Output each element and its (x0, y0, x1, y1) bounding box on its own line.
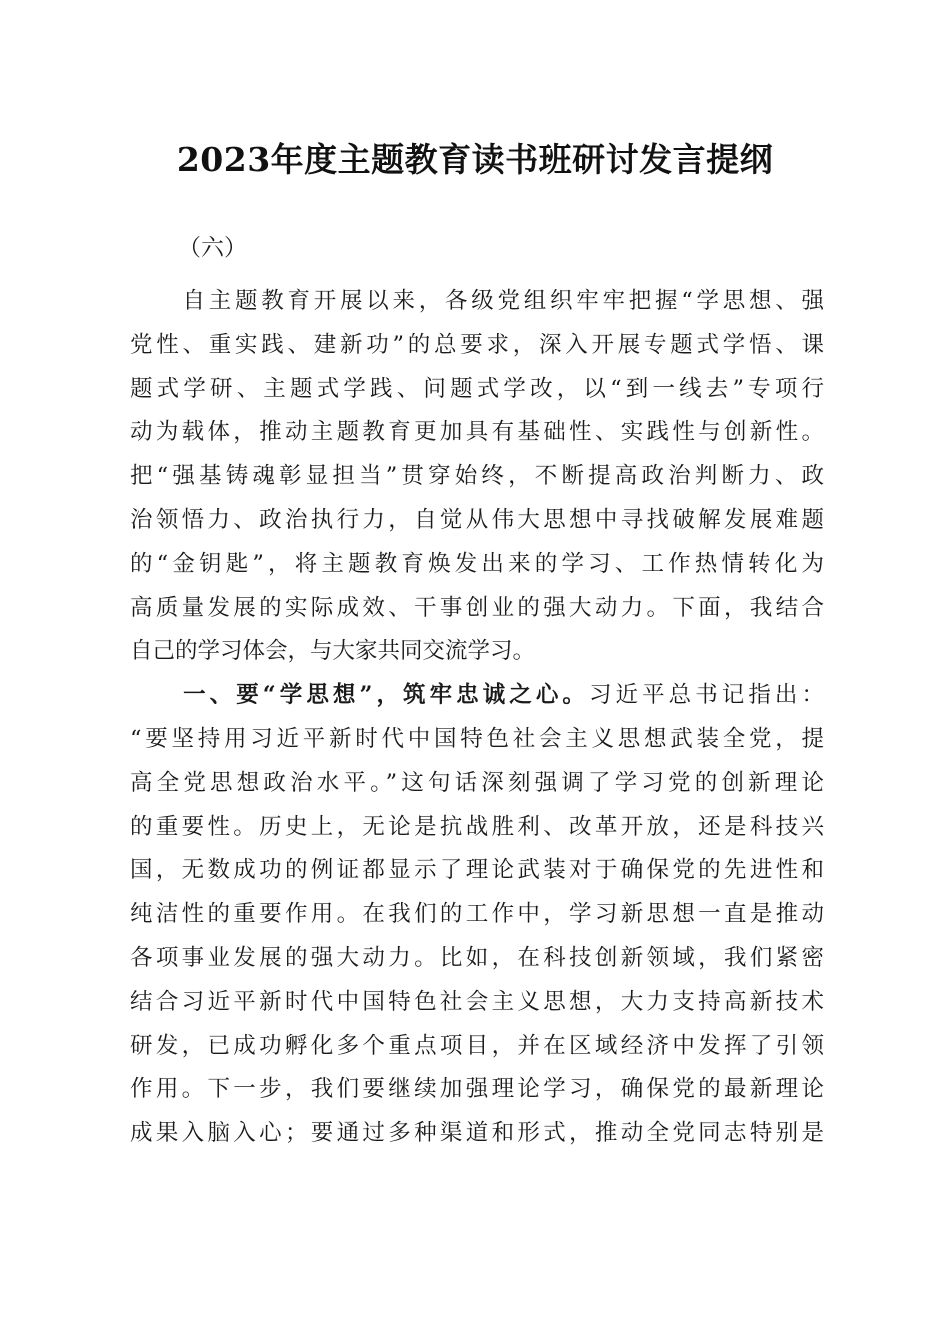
text-line (130, 368, 824, 412)
text-line (130, 762, 824, 806)
text-line (130, 893, 824, 937)
line-text: 自主题教育开展以来，各级党组织牢牢把握“学思想、强 (130, 288, 824, 314)
line-text: 作用。下一步，我们要继续加强理论学习，确保党的最新理论 (130, 1076, 824, 1103)
text-line (130, 630, 824, 674)
line-text: 把“强基铸魂彰显担当”贯穿始终，不断提高政治判断力、政 (130, 463, 824, 490)
line-text: 结合习近平新时代中国特色社会主义思想，大力支持高新技术 (130, 988, 824, 1015)
line-text: 成果入脑入心；要通过多种渠道和形式，推动全党同志特别是 (130, 1120, 824, 1147)
text-line (130, 718, 824, 762)
line-text: 的重要性。历史上，无论是抗战胜利、改革开放，还是科技兴 (130, 813, 824, 840)
line-text: 习近平总书记指出： (589, 682, 824, 709)
section-label: （六） (178, 235, 247, 261)
line-text: 高质量发展的实际成效、干事创业的强大动力。下面，我结合 (130, 594, 824, 621)
line-text: 纯洁性的重要作用。在我们的工作中，学习新思想一直是推动 (130, 901, 824, 928)
section-heading: 一、要“学思想”，筑牢忠诚之心。 (130, 682, 589, 709)
line-text: “要坚持用习近平新时代中国特色社会主义思想武装全党，提 (130, 725, 824, 752)
line-text: 的“金钥匙”，将主题教育焕发出来的学习、工作热情转化为 (130, 550, 824, 577)
text-line (130, 455, 824, 499)
text-line (130, 674, 824, 718)
text-line (130, 937, 824, 981)
line-text: 高全党思想政治水平。”这句话深刻强调了学习党的创新理论 (130, 769, 824, 796)
line-text: 动为载体，推动主题教育更加具有基础性、实践性与创新性。 (130, 419, 824, 446)
text-line (130, 280, 824, 324)
text-line (130, 1112, 824, 1156)
text-line (130, 543, 824, 587)
document-title: 2023年度主题教育读书班研讨发言提纲 (176, 140, 774, 179)
text-line (130, 587, 824, 631)
line-text: 研发，已成功孵化多个重点项目，并在区域经济中发挥了引领 (130, 1032, 824, 1059)
text-line (130, 849, 824, 893)
text-line (130, 411, 824, 455)
line-text: 治领悟力、政治执行力，自觉从伟大思想中寻找破解发展难题 (130, 506, 824, 533)
line-text: 国，无数成功的例证都显示了理论武装对于确保党的先进性和 (130, 857, 824, 884)
body-text (130, 280, 824, 1156)
text-line (130, 806, 824, 850)
text-line (130, 1068, 824, 1112)
line-text: 各项事业发展的强大动力。比如，在科技创新领域，我们紧密 (130, 944, 824, 971)
text-line (130, 981, 824, 1025)
line-text: 题式学研、主题式学践、问题式学改，以“到一线去”专项行 (130, 375, 824, 402)
line-text: 党性、重实践、建新功”的总要求，深入开展专题式学悟、课 (130, 331, 824, 358)
text-line (130, 499, 824, 543)
text-line (130, 324, 824, 368)
line-text: 自己的学习体会，与大家共同交流学习。 (130, 638, 536, 665)
text-line (130, 1025, 824, 1069)
